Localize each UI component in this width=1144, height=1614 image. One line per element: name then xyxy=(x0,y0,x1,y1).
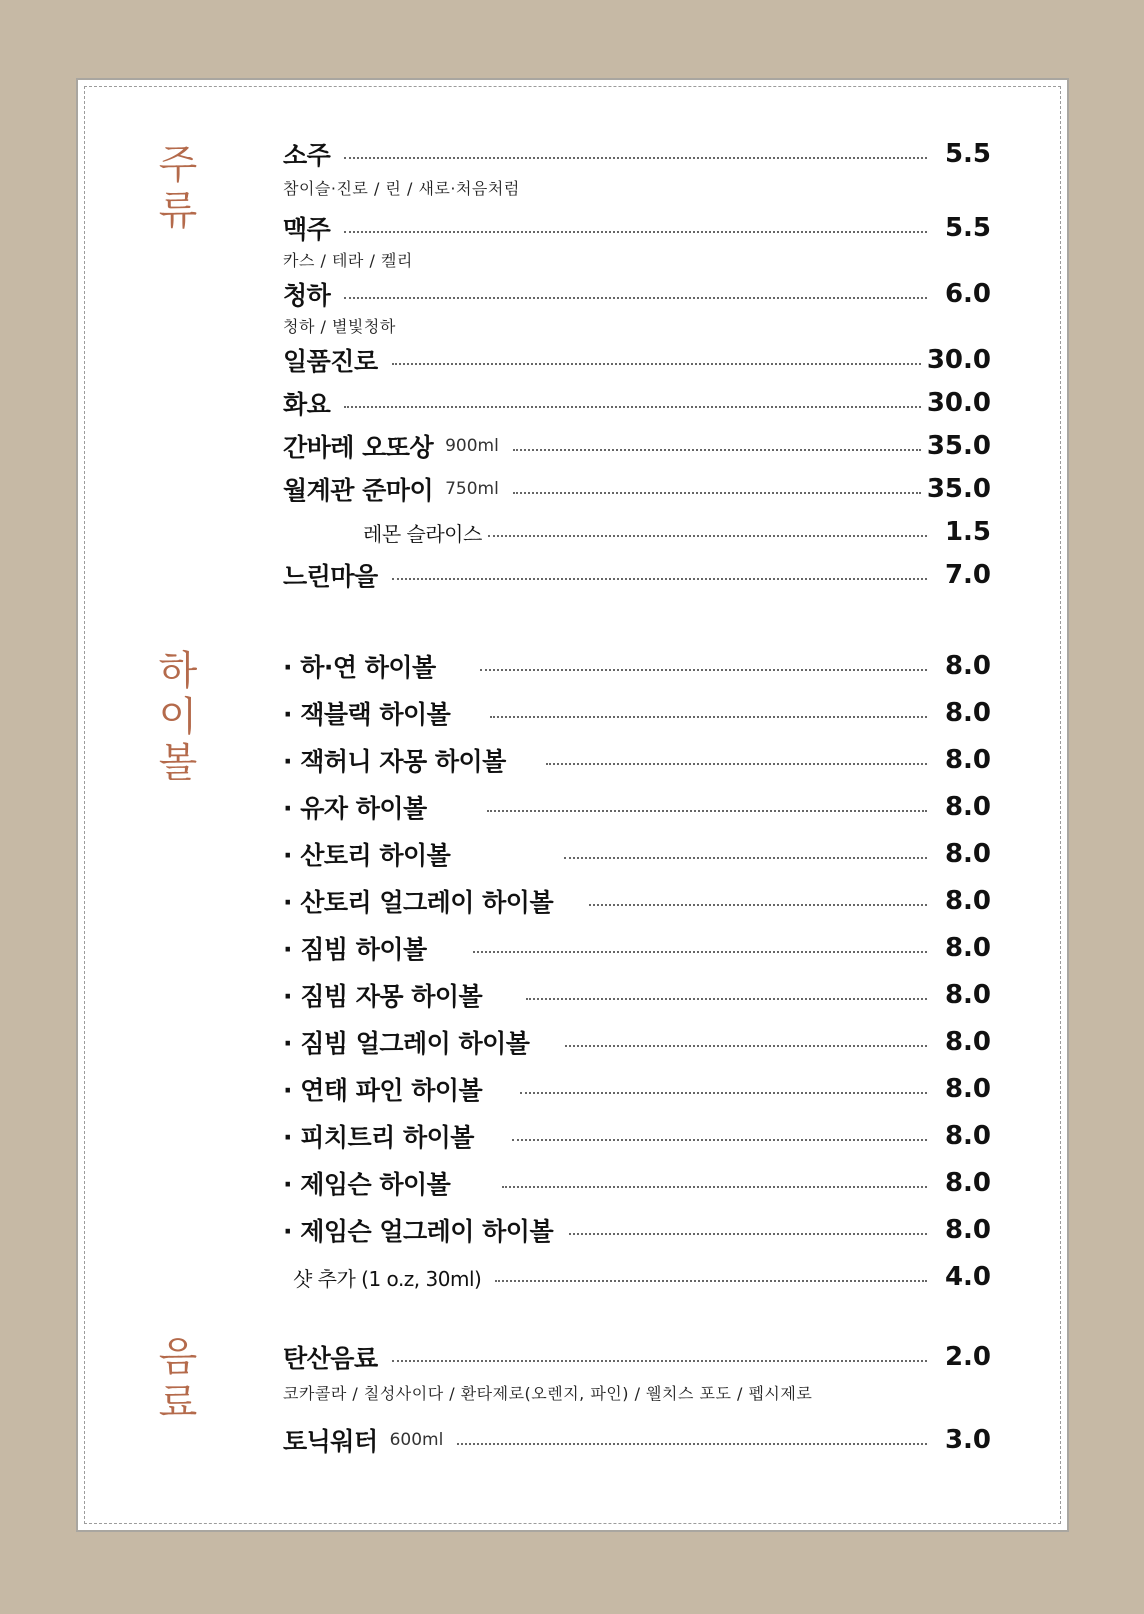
menu-item-soju xyxy=(283,136,991,172)
item-price: 8.0 xyxy=(944,886,991,916)
item-name: · 산토리 하이볼 xyxy=(283,841,451,870)
menu-item-highball xyxy=(283,695,991,731)
dot-leader xyxy=(502,1182,927,1188)
item-description: 카스 / 테라 / 켈리 xyxy=(283,251,413,270)
menu-item-highball xyxy=(283,789,991,825)
dot-leader xyxy=(564,853,927,859)
section-title-beverage xyxy=(156,1334,200,1426)
section-title-char: 주 xyxy=(158,142,198,188)
section-title-char: 볼 xyxy=(158,740,198,786)
item-description: 청하 / 별빛청하 xyxy=(283,317,396,336)
menu-item-hwayo xyxy=(283,385,991,421)
dot-leader xyxy=(490,712,927,718)
item-price: 35.0 xyxy=(926,431,991,461)
item-price: 8.0 xyxy=(944,651,991,681)
dot-leader xyxy=(344,402,921,408)
item-volume: 750ml xyxy=(445,479,499,499)
dot-leader xyxy=(344,227,927,233)
menu-item-tonic-water xyxy=(283,1422,991,1458)
dot-leader xyxy=(392,574,927,580)
dot-leader xyxy=(589,900,927,906)
item-price: 35.0 xyxy=(926,474,991,504)
menu-item-highball xyxy=(283,836,991,872)
dot-leader xyxy=(392,1356,927,1362)
item-price: 30.0 xyxy=(926,388,991,418)
item-volume: 600ml xyxy=(389,1430,444,1450)
item-name: · 유자 하이볼 xyxy=(283,794,427,823)
section-title-highball xyxy=(156,648,200,786)
dot-leader xyxy=(565,1041,927,1047)
item-price: 7.0 xyxy=(944,560,991,590)
item-price: 8.0 xyxy=(944,1027,991,1057)
menu-item-highball xyxy=(283,648,991,684)
item-name: · 피치트리 하이볼 xyxy=(283,1123,474,1152)
item-name: 월계관 준마이 xyxy=(283,476,434,505)
item-price: 3.0 xyxy=(944,1425,991,1455)
menu-item-soda xyxy=(283,1339,991,1375)
menu-item-highball xyxy=(283,742,991,778)
menu-item-neurin-maeul xyxy=(283,557,991,593)
menu-item-highball xyxy=(283,1212,991,1248)
item-description: 코카콜라 / 칠성사이다 / 환타제로(오렌지, 파인) / 웰치스 포도 / 펩시제로 xyxy=(283,1384,813,1403)
item-price: 8.0 xyxy=(944,792,991,822)
item-name: · 짐빔 하이볼 xyxy=(283,935,427,964)
menu-item-shot-addon xyxy=(293,1259,991,1295)
menu-item-lemon-slice xyxy=(363,514,991,550)
menu-item-highball xyxy=(283,1071,991,1107)
item-price: 8.0 xyxy=(944,1074,991,1104)
menu-item-chungha xyxy=(283,276,991,312)
item-price: 8.0 xyxy=(944,1215,991,1245)
item-price: 8.0 xyxy=(944,1121,991,1151)
item-price: 8.0 xyxy=(944,698,991,728)
item-description: 참이슬·진로 / 린 / 새로·처음처럼 xyxy=(283,179,520,198)
item-name: 토닉워터 xyxy=(283,1427,378,1456)
dot-leader xyxy=(344,153,927,159)
dot-leader xyxy=(526,994,927,1000)
item-price: 6.0 xyxy=(944,279,991,309)
section-title-char: 류 xyxy=(158,188,198,234)
item-name: 화요 xyxy=(283,390,331,419)
item-price: 8.0 xyxy=(944,1168,991,1198)
item-name: 샷 추가 (1 o.z, 30ml) xyxy=(293,1266,482,1291)
item-name: 느린마을 xyxy=(283,562,378,591)
section-title-char: 음 xyxy=(158,1334,198,1380)
item-name: · 잭블랙 하이볼 xyxy=(283,700,451,729)
dot-leader xyxy=(473,947,927,953)
dot-leader xyxy=(520,1088,927,1094)
menu-item-highball xyxy=(283,1024,991,1060)
section-title-char: 료 xyxy=(158,1380,198,1426)
item-name: · 하·연 하이볼 xyxy=(283,653,436,682)
dot-leader xyxy=(480,665,927,671)
menu-item-highball xyxy=(283,883,991,919)
dot-leader xyxy=(513,488,921,494)
menu-item-highball xyxy=(283,930,991,966)
item-price: 30.0 xyxy=(926,345,991,375)
item-price: 5.5 xyxy=(944,139,991,169)
dot-leader xyxy=(513,445,921,451)
item-price: 1.5 xyxy=(944,517,991,547)
item-price: 5.5 xyxy=(944,213,991,243)
item-price: 8.0 xyxy=(944,980,991,1010)
item-name: · 제임슨 얼그레이 하이볼 xyxy=(283,1217,554,1246)
item-name: 청하 xyxy=(283,281,331,310)
item-price: 8.0 xyxy=(944,839,991,869)
menu-item-highball xyxy=(283,1165,991,1201)
item-volume: 900ml xyxy=(445,436,499,456)
item-price: 4.0 xyxy=(944,1262,991,1292)
section-title-liquor xyxy=(156,142,200,234)
dot-leader xyxy=(487,806,927,812)
item-name: 간바레 오또상 xyxy=(283,433,434,462)
menu-item-ilpum-jinro xyxy=(283,342,991,378)
menu-item-ganbare xyxy=(283,428,991,464)
item-name: 레몬 슬라이스 xyxy=(363,521,482,546)
item-name: 소주 xyxy=(283,141,331,170)
dot-leader xyxy=(512,1135,927,1141)
dot-leader xyxy=(569,1229,927,1235)
item-name: · 제임슨 하이볼 xyxy=(283,1170,451,1199)
item-price: 8.0 xyxy=(944,933,991,963)
menu-item-highball xyxy=(283,977,991,1013)
item-name: · 산토리 얼그레이 하이볼 xyxy=(283,888,554,917)
item-name: · 잭허니 자몽 하이볼 xyxy=(283,747,506,776)
menu-item-beer xyxy=(283,210,991,246)
item-name: 맥주 xyxy=(283,215,331,244)
section-title-char: 하 xyxy=(158,648,198,694)
item-name: · 짐빔 얼그레이 하이볼 xyxy=(283,1029,530,1058)
dot-leader xyxy=(488,531,927,537)
dot-leader xyxy=(392,359,921,365)
item-name: · 짐빔 자몽 하이볼 xyxy=(283,982,483,1011)
menu-card xyxy=(76,78,1069,1532)
dot-leader xyxy=(495,1276,927,1282)
item-price: 2.0 xyxy=(944,1342,991,1372)
item-name: 탄산음료 xyxy=(283,1344,378,1373)
item-price: 8.0 xyxy=(944,745,991,775)
item-name: 일품진로 xyxy=(283,347,378,376)
dot-leader xyxy=(344,293,927,299)
section-title-char: 이 xyxy=(158,694,198,740)
dot-leader xyxy=(546,759,927,765)
menu-item-highball xyxy=(283,1118,991,1154)
menu-item-gekkeikan xyxy=(283,471,991,507)
dot-leader xyxy=(457,1439,927,1445)
item-name: · 연태 파인 하이볼 xyxy=(283,1076,483,1105)
